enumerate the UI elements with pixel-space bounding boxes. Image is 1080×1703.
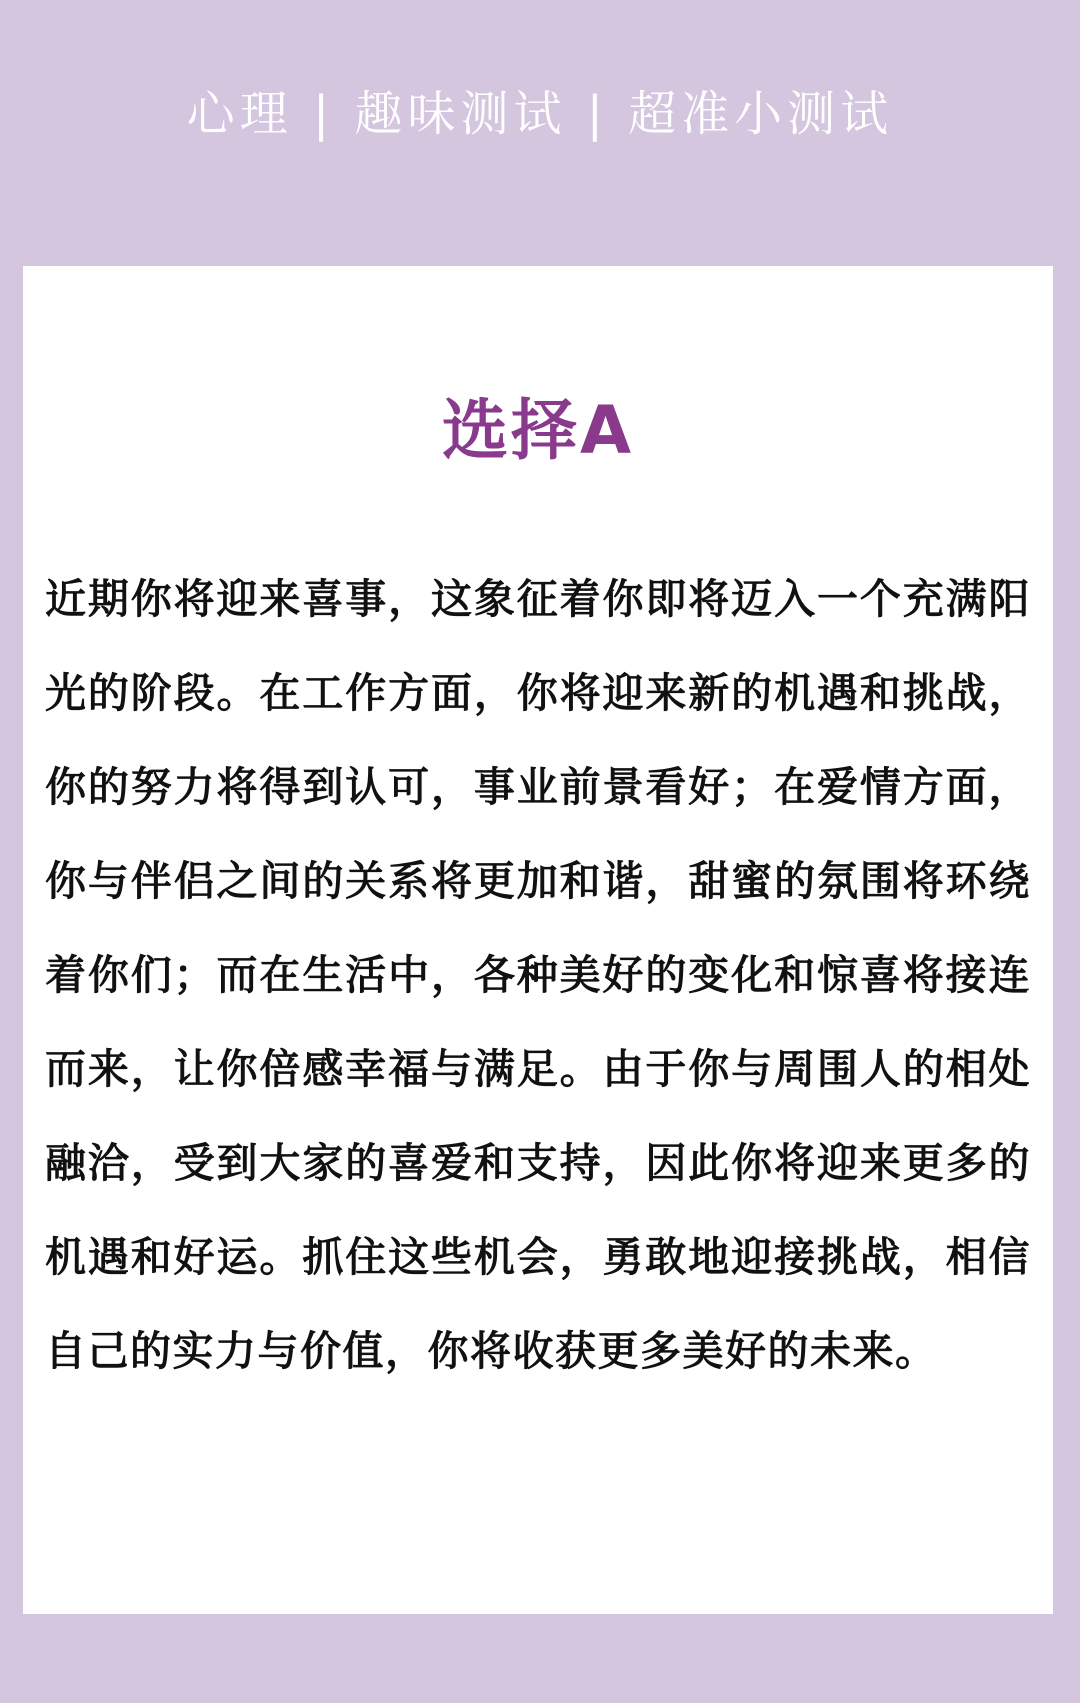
category-header: 心理 | 趣味测试 | 超准小测试 [186, 86, 894, 142]
result-description: 近期你将迎来喜事，这象征着你即将迈入一个充满阳光的阶段。在工作方面，你将迎来新的机遇和挑战，你的努力将得到认可，事业前景看好；在爱情方面，你与伴侣之间的关系将更加和谐，甜蜜的氛围将环绕着你们；而在生活中，各种美好的变化和惊喜将接连而来，让你倍感幸福与满足。由于你与周围人的相处融洽，受到大家的喜爱和支持，因此你将迎来更多的机遇和好运。抓住这些机会，勇敢地迎接挑战，相信自己的实力与价值，你将收获更多美好的未来。 [45, 575, 1031, 1375]
result-title: 选择A [441, 392, 635, 469]
result-card [23, 266, 1053, 1614]
